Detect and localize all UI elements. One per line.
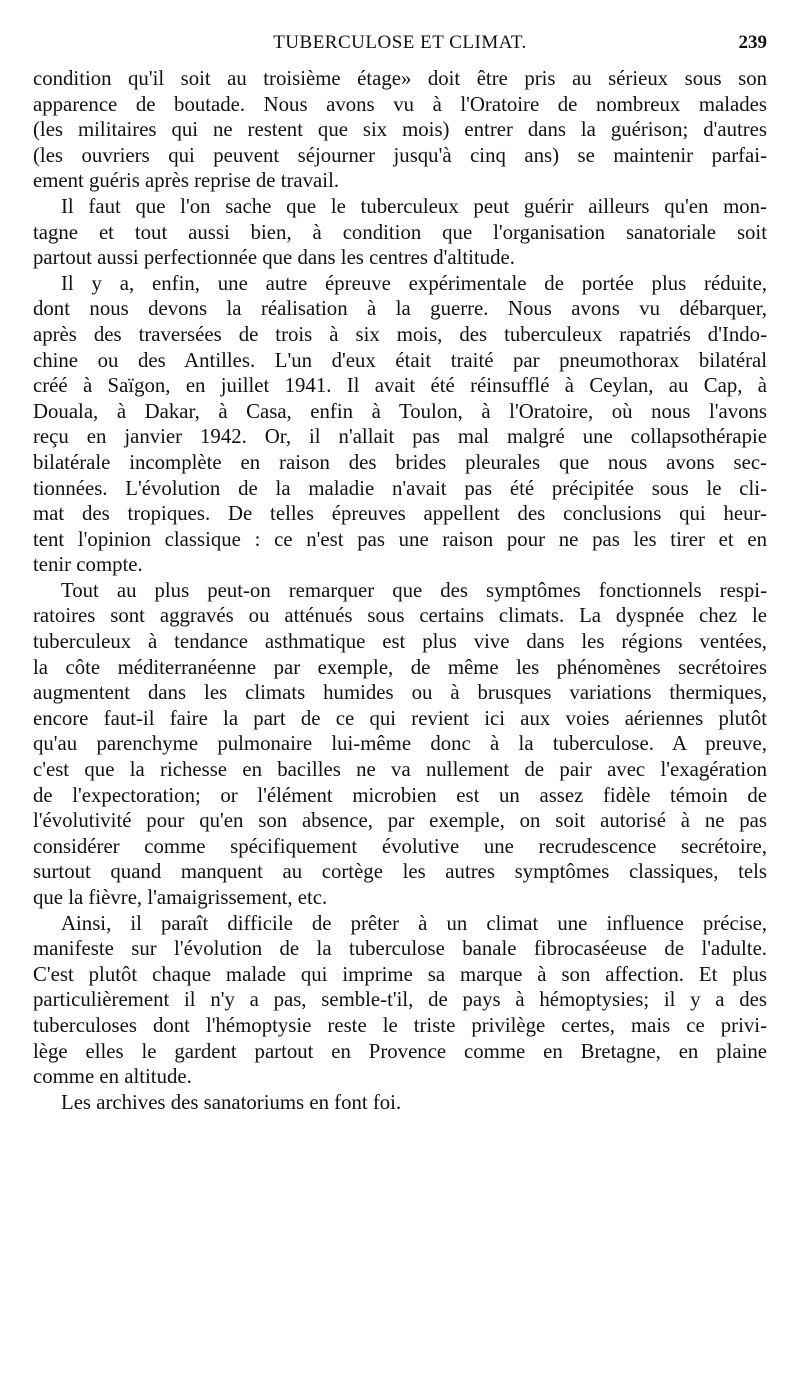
text-line: mat des tropiques. De telles épreuves appellent des conclusions qui heur- xyxy=(33,502,767,526)
text-line: tent l'opinion classique : ce n'est pas une raison pour ne pas les tirer et en xyxy=(33,527,767,551)
text-line: lège elles le gardent partout en Provence comme en Bretagne, en plaine xyxy=(33,1039,767,1063)
text-line: tuberculeux à tendance asthmatique est plus vive dans les régions ventées, xyxy=(33,630,767,654)
text-line: que la fièvre, l'amaigrissement, etc. xyxy=(33,886,328,909)
text-line: tenir compte. xyxy=(33,553,143,577)
text-line: (les militaires qui ne restent que six mois) entrer dans la guérison; d'autres xyxy=(33,118,767,142)
text-line: c'est que la richesse en bacilles ne va nullement de pair avec l'exagération xyxy=(33,758,767,782)
text-line: comme en altitude. xyxy=(33,1065,192,1089)
text-line: tuberculoses dont l'hémoptysie reste le triste privilège certes, mais ce privi- xyxy=(33,1013,767,1037)
text-line: C'est plutôt chaque malade qui imprime sa marque à son affection. Et plus xyxy=(33,962,767,986)
text-line: tionnées. L'évolution de la maladie n'avait pas été précipitée sous le cli- xyxy=(33,476,767,500)
text-line: dont nous devons la réalisation à la guerre. Nous avons vu débarquer, xyxy=(33,297,767,321)
text-line: Douala, à Dakar, à Casa, enfin à Toulon, à l'Oratoire, où nous l'avons xyxy=(33,399,767,423)
text-line: Tout au plus peut-on remarquer que des symptômes fonctionnels respi- xyxy=(61,578,767,602)
text-line: reçu en janvier 1942. Or, il n'allait pas mal malgré une collapsothérapie xyxy=(33,425,767,449)
text-line: tagne et tout aussi bien, à condition que l'organisation sanatoriale soit xyxy=(33,220,767,244)
page-header xyxy=(33,20,767,54)
text-line: ratoires sont aggravés ou atténués sous certains climats. La dyspnée chez le xyxy=(33,604,767,628)
text-line: surtout quand manquent au cortège les autres symptômes classiques, tels xyxy=(33,860,767,884)
text-line: encore faut-il faire la part de ce qui revient ici aux voies aériennes plutôt xyxy=(33,706,767,730)
text-line: la côte méditerranéenne par exemple, de même les phénomènes secrétoires xyxy=(33,655,767,679)
text-line: condition qu'il soit au troisième étage» doit être pris au sérieux sous son xyxy=(33,67,767,90)
text-line: Ainsi, il paraît difficile de prêter à un climat une influence précise, xyxy=(61,911,767,935)
page-number: 239 xyxy=(738,32,767,53)
text-line: considérer comme spécifiquement évolutive une recrudescence secrétoire, xyxy=(33,834,767,858)
text-line: ement guéris après reprise de travail. xyxy=(33,169,340,193)
text-line: Il faut que l'on sache que le tuberculeux peut guérir ailleurs qu'en mon- xyxy=(61,194,767,218)
text-line: Il y a, enfin, une autre épreuve expérimentale de portée plus réduite, xyxy=(61,271,767,295)
text-line: l'évolutivité pour qu'en son absence, par exemple, on soit autorisé à ne pas xyxy=(33,809,767,833)
text-line: après des traversées de trois à six mois, des tuberculeux rapatriés d'Indo- xyxy=(33,322,767,346)
body-text xyxy=(33,66,767,1115)
text-line: augmentent dans les climats humides ou à brusques variations thermiques, xyxy=(33,681,767,705)
text-line: chine ou des Antilles. L'un d'eux était traité par pneumothorax bilatéral xyxy=(33,348,767,372)
text-line: apparence de boutade. Nous avons vu à l'Oratoire de nombreux malades xyxy=(33,92,767,116)
text-line: de l'expectoration; or l'élément microbien est un assez fidèle témoin de xyxy=(33,783,767,807)
text-line: bilatérale incomplète en raison des brides pleurales que nous avons sec- xyxy=(33,450,767,474)
text-line: partout aussi perfectionnée que dans les centres d'altitude. xyxy=(33,246,515,270)
text-line: créé à Saïgon, en juillet 1941. Il avait été réinsufflé à Ceylan, au Cap, à xyxy=(33,374,767,398)
text-line: Les archives des sanatoriums en font foi. xyxy=(61,1090,402,1114)
book-page xyxy=(33,20,767,1115)
text-line: manifeste sur l'évolution de la tuberculose banale fibrocaséeuse de l'adulte. xyxy=(33,937,767,961)
text-line: particulièrement il n'y a pas, semble-t'il, de pays à hémoptysies; il y a des xyxy=(33,988,767,1012)
text-line: qu'au parenchyme pulmonaire lui-même donc à la tuberculose. A preuve, xyxy=(33,732,767,756)
text-line: (les ouvriers qui peuvent séjourner jusqu'à cinq ans) se maintenir parfai- xyxy=(33,143,767,167)
running-title: TUBERCULOSE ET CLIMAT. xyxy=(273,32,527,53)
